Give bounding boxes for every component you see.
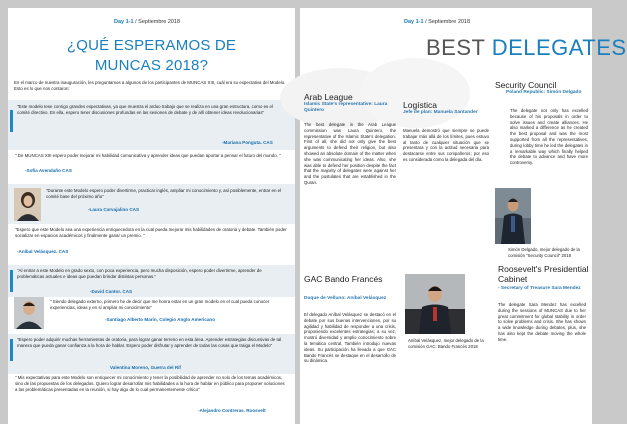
column-subheading: Poland Republic: Simón Delgado xyxy=(506,90,582,95)
quote-author: -Aníbal Velásquez. CAS xyxy=(17,249,69,254)
quote-accent-bar xyxy=(10,270,13,292)
quote-text: "Espero que este Modelo sea una experiencia enriquecedora en la cual pueda mejorar mis habilidades de oratoria y debate. También poder socializar en espacios académicos y finalmente ganar un premio. " xyxy=(15,227,287,238)
column-subheading: - Secretary of Treasure Sara Mendez xyxy=(498,286,581,291)
quote-author: Valentina Moreno, Guerra del Rif xyxy=(110,365,181,370)
column-subheading: Jefe de plan: Manuela Santander xyxy=(403,110,478,115)
column-body: The delegate not only has excelled because of his proposals in order to solve issues and create alliances. He also marked a difference as he created the best proposal and was the most supported from all the representatives, during lobby time he led the delegates in a remarkable way which finally helped the debate to advance and have more controversy. xyxy=(510,108,588,166)
quote-text: " De MUNCAS XIII espero poder mejorar mi habilidad comunicativa y aprender ideas que puedan aportar a pensar el futuro del mundo. " xyxy=(15,153,281,158)
quote-text: "Espero poder adquirir muchas herramientas de oratoria, para lograr ganar terreno en esta área. Aprender estrategias discursivas de tal manera que pueda ganar confianza a la hora de hablar. Espero poder disfrutar y aprender de todas las cosas que traiga el Modelo" xyxy=(17,337,282,348)
column-body: The delegate Sara Mendez has excelled during the sessions of MUNCAS due to her great commitment for global stability in order to solve problems and crisis. She has shown a wide knowledge during debates, plus, she has also kept the debate moving the whole time. xyxy=(498,302,586,342)
column-heading: Logística xyxy=(403,100,438,110)
quote-author: -Laura Carvajalino CAS xyxy=(88,207,140,212)
quote-accent-bar xyxy=(10,110,13,132)
column-heading: Roosevelt's Presidential Cabinet xyxy=(498,264,589,284)
quote-author: -Santiago Alberto Marin, Colegio Anglo Americano xyxy=(105,317,216,322)
column-body: Manuela demostró que siempre se puede trabajar más allá de los límites, pues estuvo al tanto de cualquier situación que se presentara y con la actitud necesaria para destacarse entre sus compañeros; por eso es considerada como la delegada del día. xyxy=(403,128,489,162)
column-subheading: Duque de Velluno: Aníbal Velásquez xyxy=(304,296,387,301)
day-label: Day 1-1 / Septiembre 2018 xyxy=(404,19,471,25)
quote-text: "Este modelo tese conrigo grandes espectativas, ya que muestra el arduo trabajo que se realiza en una gran estructura, como es el comité directivo. En ella, espero tener discusiones profundas en las sesiones de debate y de allí obtener ideas revolucionarias" xyxy=(17,104,273,115)
best-delegates-heading: BEST DELEGATES xyxy=(426,35,627,60)
column-subheading: Islamic State's representative: Laura Quintero xyxy=(304,102,388,113)
column-body: El delegado Aníbal Velásquez se destacó en el debate por sus buenas intervenciones, por su agilidad y habilidad de responder a una crisis, proponiendo excelentes estrategias; a su vez, mostró diversidad y amplio conocimiento sobre la temática central. También introdujo nuevas ideas. Su participación ha llevado a que GAC Bando Francés se destaque en el desarrollo de su dinámica. xyxy=(304,312,396,364)
participant-photo xyxy=(14,188,41,221)
quote-author: -Alejandro Contreras. Roosvelt xyxy=(198,408,266,413)
delegate-photo xyxy=(495,188,531,244)
quote-author: -Mariana Ponguta. CAS xyxy=(222,140,273,145)
quote-text: " Siendo delegado externo, primero he de decir que me honra estar en un gran modelo en el cual pueda conocer experiencias, ideas y en sí ampliar mi conocimiento" xyxy=(50,299,270,310)
day-label: Day 1-1 / Septiembre 2018 xyxy=(114,19,181,25)
column-heading: GAC Bando Francés xyxy=(304,274,383,284)
quote-text: "Al entrar a este Modelo en grado sexto, con poca experiencia, pero mucha disposición, espero poder divertirme, aprender de problemáticas actuales e ideas que puedan brindar distintas personas." xyxy=(17,268,262,279)
photo-caption: Simón Delgado, mejor delegado de la comisión "Security Council" 2018 xyxy=(508,247,580,258)
photo-caption: Aníbal Velásquez, mejor delegado de la comisión GAC: Bando Francés 2018 xyxy=(408,338,484,349)
right-page xyxy=(300,8,627,424)
quote-text: " Mis expectativas para este Modelo son enriquecer mi conocimiento y tener la posibilidad de aprender no solo de los temas académicos, sino de las propuestas de los delegados. Quiero lograr desarrollar mis habilidades a la hora de hablar en público para proponer soluciones a las problemáticas presentadas en la reunión, si hay algo de lo cual permanentemente crítico" xyxy=(15,375,285,392)
page-title-line2: MUNCAS 2018? xyxy=(94,57,209,74)
quote-text: "Durante este Modelo espero poder divertirme, practicar inglés, ampliar mi conocimiento y, así posiblemente, entrar en el comité base del próximo año" xyxy=(46,188,282,199)
column-body: The best delegate in the Arab League commission was Laura Quintero, the representative of the Islamic State's delegation. First of all, she did not only give the best arguments to defend their religion, but also showed an absolute domain of the matter when she was communicating her ideas. Also, she was able to defend her position despite the fact that the majority of delegates were against her and the postulates that are established in the Quran. xyxy=(304,122,396,185)
column-heading: Arab League xyxy=(304,92,353,102)
page-title-line1: ¿QUÉ ESPERAMOS DE xyxy=(66,37,237,54)
quote-author: -Sofía Avendaño CAS xyxy=(25,168,72,173)
column-heading: Security Council xyxy=(495,80,557,90)
participant-photo xyxy=(14,297,44,329)
delegate-photo xyxy=(405,274,465,334)
background-shape xyxy=(360,58,470,128)
quote-accent-bar xyxy=(10,339,13,361)
quote-author: -David Cantor. CAS xyxy=(90,289,133,294)
intro-paragraph: En el marco de nuestra inauguración, les preguntamos a algunos de los participantes de MUNCAS XIII, cuál era su expectativa del Modelo. Esto es lo que nos contaron: xyxy=(14,80,286,91)
left-page xyxy=(8,8,295,424)
